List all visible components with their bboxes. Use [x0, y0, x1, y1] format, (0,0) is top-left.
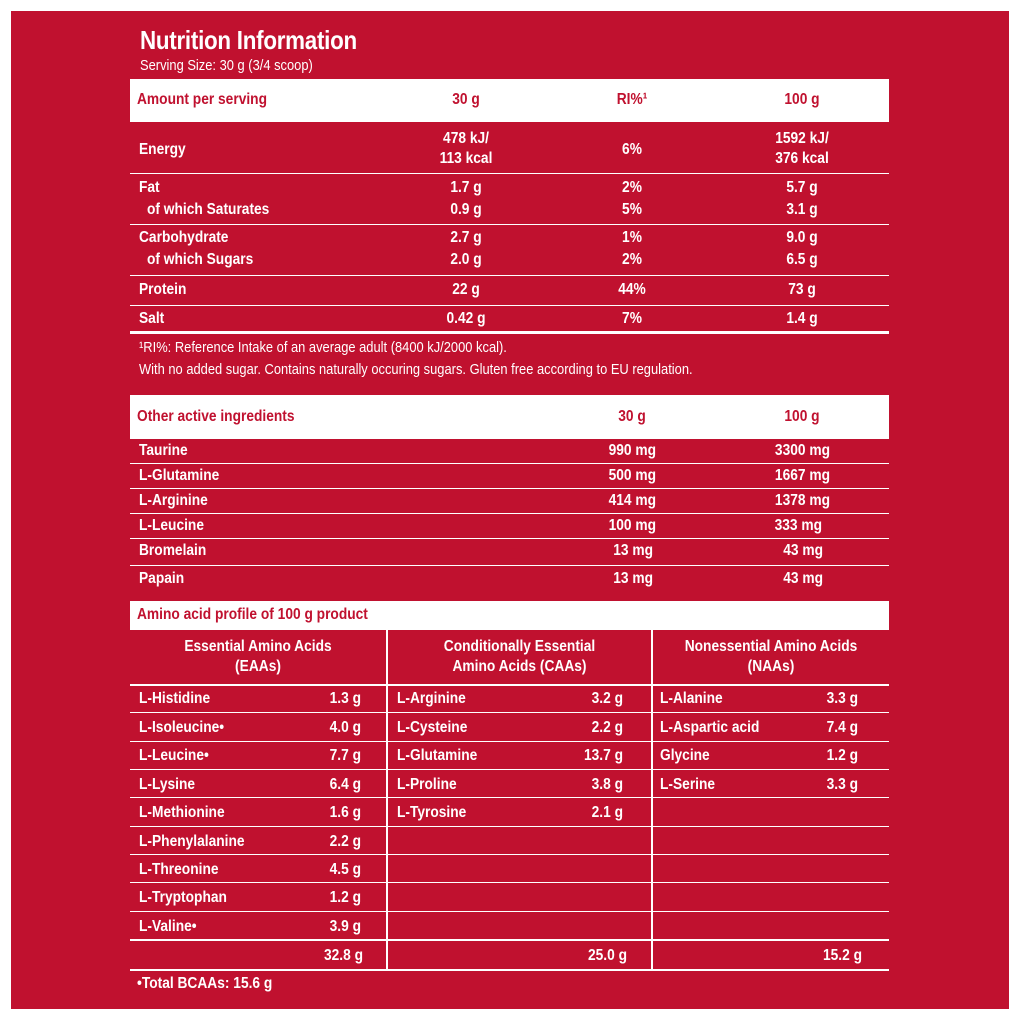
nutrient-ri: 5%	[622, 201, 642, 218]
nutrient-serving: 478 kJ/ 113 kcal	[439, 130, 493, 167]
divider	[130, 331, 889, 334]
amino-value: 4.5 g	[329, 861, 361, 878]
ingredient-name: Bromelain	[139, 542, 207, 559]
ingredient-100g: 43 mg	[783, 542, 823, 559]
divider	[130, 173, 889, 174]
nutrient-sublabel: of which Sugars	[147, 251, 254, 268]
divider	[130, 741, 889, 742]
amino-name: Glycine	[660, 747, 710, 764]
amino-value: 4.0 g	[329, 719, 361, 736]
amino-value: 2.1 g	[591, 804, 623, 821]
page-title: Nutrition Information	[140, 25, 357, 55]
nutrient-100g: 3.1 g	[786, 201, 818, 218]
divider	[130, 488, 889, 489]
amino-name: L-Leucine•	[139, 747, 209, 764]
divider	[130, 769, 889, 770]
nutrient-sublabel: of which Saturates	[147, 201, 270, 218]
nutrient-100g: 1.4 g	[786, 310, 818, 327]
nutrient-ri: 44%	[618, 281, 646, 298]
naa-column-title: Nonessential Amino Acids (NAAs)	[684, 638, 858, 675]
nutrient-label: Carbohydrate	[139, 229, 229, 246]
divider	[130, 513, 889, 514]
amino-name: L-Glutamine	[397, 747, 478, 764]
amino-header	[130, 601, 889, 630]
ingredient-serving: 13 mg	[613, 570, 653, 587]
amino-value: 7.4 g	[826, 719, 858, 736]
divider	[130, 305, 889, 306]
nutrient-ri: 2%	[622, 179, 642, 196]
amino-value: 1.2 g	[329, 889, 361, 906]
amino-value: 1.6 g	[329, 804, 361, 821]
ingredient-serving: 100 mg	[608, 517, 656, 534]
column-divider	[651, 630, 653, 970]
ingredient-serving: 500 mg	[608, 467, 656, 484]
amino-name: L-Isoleucine•	[139, 719, 225, 736]
ingredient-serving: 13 mg	[613, 542, 653, 559]
amino-name: L-Lysine	[139, 776, 196, 793]
divider	[130, 939, 889, 941]
amino-name: L-Alanine	[660, 690, 723, 707]
nutrition-header	[130, 79, 889, 122]
divider	[130, 911, 889, 912]
nutrient-serving: 0.9 g	[450, 201, 482, 218]
amino-value: 3.3 g	[826, 776, 858, 793]
ingredient-name: L-Leucine	[139, 517, 204, 534]
amino-name: L-Valine•	[139, 918, 197, 935]
amino-name: L-Phenylalanine	[139, 833, 245, 850]
nutrient-100g: 5.7 g	[786, 179, 818, 196]
nutrient-serving: 2.7 g	[450, 229, 482, 246]
amino-name: L-Tryptophan	[139, 889, 227, 906]
divider	[130, 854, 889, 855]
divider	[130, 565, 889, 566]
ingredient-100g: 1378 mg	[774, 492, 830, 509]
amino-name: L-Proline	[397, 776, 457, 793]
bcaa-note: •Total BCAAs: 15.6 g	[137, 975, 273, 992]
ingredient-name: L-Arginine	[139, 492, 208, 509]
ingredient-serving: 990 mg	[608, 442, 656, 459]
divider	[130, 538, 889, 539]
amino-value: 13.7 g	[583, 747, 623, 764]
nutrient-serving: 1.7 g	[450, 179, 482, 196]
divider	[130, 275, 889, 276]
nutrient-serving: 22 g	[452, 281, 480, 298]
amino-value: 2.2 g	[591, 719, 623, 736]
ingredient-100g: 3300 mg	[774, 442, 830, 459]
divider	[130, 712, 889, 713]
column-divider	[386, 630, 388, 970]
caa-column-title: Conditionally Essential Amino Acids (CAAs)	[443, 638, 596, 675]
divider	[130, 826, 889, 827]
divider	[130, 797, 889, 798]
amino-value: 7.7 g	[329, 747, 361, 764]
amino-value: 1.3 g	[329, 690, 361, 707]
divider	[130, 463, 889, 464]
active-header	[130, 395, 889, 439]
nutrient-label: Energy	[139, 141, 186, 158]
active-header-100g: 100 g	[784, 408, 820, 425]
amino-value: 2.2 g	[329, 833, 361, 850]
nutrient-ri: 7%	[622, 310, 642, 327]
amino-name: L-Serine	[660, 776, 716, 793]
nutrient-100g: 9.0 g	[786, 229, 818, 246]
amino-header-label: Amino acid profile of 100 g product	[137, 606, 368, 623]
nutrition-header-100g: 100 g	[784, 91, 820, 108]
ingredient-100g: 333 mg	[774, 517, 822, 534]
amino-value: 3.2 g	[591, 690, 623, 707]
ingredient-100g: 43 mg	[783, 570, 823, 587]
caa-total: 25.0 g	[587, 947, 627, 964]
naa-total: 15.2 g	[822, 947, 862, 964]
amino-name: L-Methionine	[139, 804, 225, 821]
nutrition-header-label: Amount per serving	[137, 91, 267, 108]
amino-name: L-Threonine	[139, 861, 219, 878]
amino-name: L-Cysteine	[397, 719, 468, 736]
active-header-serving: 30 g	[618, 408, 646, 425]
nutrient-label: Salt	[139, 310, 165, 327]
divider	[130, 224, 889, 225]
nutrient-ri: 1%	[622, 229, 642, 246]
nutrient-serving: 0.42 g	[446, 310, 486, 327]
nutrient-serving: 2.0 g	[450, 251, 482, 268]
amino-name: L-Histidine	[139, 690, 211, 707]
sugar-footnote: With no added sugar. Contains naturally occuring sugars. Gluten free according to EU regulation.	[139, 361, 693, 378]
nutrient-label: Fat	[139, 179, 160, 196]
nutrition-header-ri: RI%¹	[616, 91, 648, 108]
nutrition-panel	[11, 11, 1009, 1009]
nutrient-100g: 73 g	[788, 281, 816, 298]
divider	[130, 882, 889, 883]
divider	[130, 684, 889, 686]
amino-value: 3.3 g	[826, 690, 858, 707]
amino-value: 1.2 g	[826, 747, 858, 764]
amino-value: 3.8 g	[591, 776, 623, 793]
eaa-total: 32.8 g	[323, 947, 363, 964]
serving-size: Serving Size: 30 g (3/4 scoop)	[140, 57, 313, 74]
amino-name: L-Tyrosine	[397, 804, 467, 821]
active-header-label: Other active ingredients	[137, 408, 295, 425]
amino-name: L-Arginine	[397, 690, 466, 707]
ingredient-name: Papain	[139, 570, 185, 587]
amino-name: L-Aspartic acid	[660, 719, 760, 736]
ri-footnote: ¹RI%: Reference Intake of an average adult (8400 kJ/2000 kcal).	[139, 339, 507, 356]
ingredient-name: L-Glutamine	[139, 467, 220, 484]
amino-value: 6.4 g	[329, 776, 361, 793]
nutrient-100g: 1592 kJ/ 376 kcal	[775, 130, 829, 167]
ingredient-100g: 1667 mg	[774, 467, 830, 484]
nutrient-ri: 6%	[622, 141, 642, 158]
nutrient-label: Protein	[139, 281, 187, 298]
ingredient-serving: 414 mg	[608, 492, 656, 509]
nutrient-ri: 2%	[622, 251, 642, 268]
ingredient-name: Taurine	[139, 442, 188, 459]
nutrition-header-serving: 30 g	[452, 91, 480, 108]
nutrient-100g: 6.5 g	[786, 251, 818, 268]
amino-value: 3.9 g	[329, 918, 361, 935]
eaa-column-title: Essential Amino Acids (EAAs)	[184, 638, 332, 675]
divider	[130, 969, 889, 971]
